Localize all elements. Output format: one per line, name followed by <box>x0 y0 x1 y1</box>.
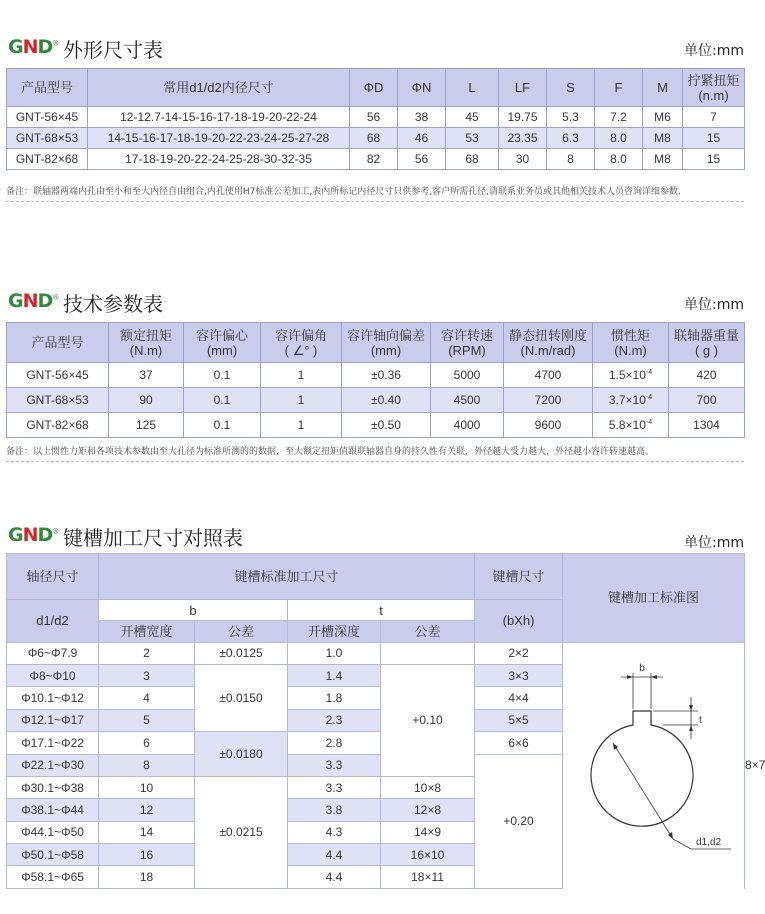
cell: 4700 <box>504 363 593 388</box>
cell: 18×11 <box>381 866 475 889</box>
cell: 1.4 <box>288 664 381 686</box>
cell: 68 <box>446 149 499 170</box>
keyway-diagram <box>563 643 745 883</box>
cell: GNT-68×53 <box>7 388 109 413</box>
dims-title: 外形尺寸表 <box>63 38 163 62</box>
dims-header: L <box>446 69 499 107</box>
cell: 10 <box>99 776 195 798</box>
cell: 23.35 <box>499 128 547 149</box>
keyway-table <box>6 553 765 889</box>
cell: 5×5 <box>475 709 563 731</box>
cell: 19.75 <box>499 107 547 128</box>
keyway-header-std: 键槽标准加工尺寸 <box>99 554 475 600</box>
cell: Φ22.1~Φ30 <box>7 754 99 776</box>
cell: 4 <box>99 687 195 709</box>
cell: 1 <box>261 413 342 438</box>
cell: 4500 <box>431 388 504 413</box>
tech-header: 容许偏心 (mm) <box>184 323 261 363</box>
tech-header: 容许偏角 ( ∠° ) <box>261 323 342 363</box>
cell: 0.1 <box>184 388 261 413</box>
keyway-header-width: 开槽宽度 <box>99 621 195 642</box>
dims-header: 产品型号 <box>7 69 88 107</box>
table-row <box>7 149 745 170</box>
cell: 12×8 <box>381 799 475 821</box>
cell: ±0.0180 <box>195 732 288 777</box>
cell: GNT-82×68 <box>7 413 109 438</box>
cell: 17-18-19-20-22-24-25-28-30-32-35 <box>88 149 350 170</box>
cell: 8.0 <box>595 128 643 149</box>
cell: $5.8\times 10^{-4}$ <box>593 413 669 438</box>
cell: 0.1 <box>184 413 261 438</box>
cell: 2.3 <box>288 709 381 731</box>
cell: 4000 <box>431 413 504 438</box>
cell: 2×2 <box>475 642 563 664</box>
cell: ±0.0215 <box>195 776 288 888</box>
cell: 3 <box>99 664 195 686</box>
cell: 1.8 <box>288 687 381 709</box>
cell: GNT-56×45 <box>7 363 109 388</box>
cell: 56 <box>350 107 398 128</box>
cell: 6.3 <box>547 128 595 149</box>
cell: 56 <box>398 149 446 170</box>
cell: 4.4 <box>288 866 381 889</box>
divider <box>6 461 744 462</box>
keyway-diagram-cell <box>563 642 745 888</box>
tech-title-row <box>0 286 750 316</box>
cell: 7.2 <box>595 107 643 128</box>
cell: 1 <box>261 363 342 388</box>
cell: 30 <box>499 149 547 170</box>
tech-table <box>6 322 745 438</box>
cell: Φ12.1~Φ17 <box>7 709 99 731</box>
cell: ±0.0125 <box>195 642 288 664</box>
table-row <box>7 107 745 128</box>
cell: 10×8 <box>381 776 475 798</box>
dims-header: 常用d1/d2内径尺寸 <box>88 69 350 107</box>
diagram-label-b: b <box>639 662 645 674</box>
keyway-title-row <box>0 520 750 550</box>
tech-header: 惯性矩 (N.m) <box>593 323 669 363</box>
cell: GNT-56×45 <box>7 107 88 128</box>
keyway-header-tol1: 公差 <box>195 621 288 642</box>
table-row <box>7 642 745 664</box>
cell: 45 <box>446 107 499 128</box>
cell: 37 <box>109 363 184 388</box>
cell: 1 <box>261 388 342 413</box>
keyway-header-diagram: 键槽加工标准图 <box>563 554 745 643</box>
cell: 16×10 <box>381 844 475 866</box>
divider <box>6 201 744 202</box>
cell: ±0.36 <box>342 363 431 388</box>
dims-header: S <box>547 69 595 107</box>
cell: ±0.40 <box>342 388 431 413</box>
dims-header-row <box>7 69 745 107</box>
cell: 18 <box>99 866 195 889</box>
cell: 3×3 <box>475 664 563 686</box>
cell: $1.5\times 10^{-4}$ <box>593 363 669 388</box>
cell: 16 <box>99 844 195 866</box>
cell: 8 <box>547 149 595 170</box>
cell: 4.4 <box>288 844 381 866</box>
diagram-label-t: t <box>699 714 702 726</box>
cell: 15 <box>683 149 745 170</box>
tech-title: 技术参数表 <box>63 292 163 316</box>
cell: 1.0 <box>288 642 381 664</box>
cell: 14 <box>99 821 195 843</box>
table-row <box>7 128 745 149</box>
diagram-label-d: d1,d2 <box>696 836 722 848</box>
cell: Φ17.1~Φ22 <box>7 732 99 754</box>
cell: 420 <box>669 363 745 388</box>
cell: 4.3 <box>288 821 381 843</box>
cell: Φ58.1~Φ65 <box>7 866 99 889</box>
keyway-header-t: t <box>288 599 475 620</box>
cell: GNT-68×53 <box>7 128 88 149</box>
gnd-logo: GND® <box>8 524 59 546</box>
cell: 700 <box>669 388 745 413</box>
tech-unit: 单位:mm <box>684 297 744 313</box>
cell: 82 <box>350 149 398 170</box>
cell: 3.3 <box>288 776 381 798</box>
tech-header: 静态扭转刚度 (N.m/rad) <box>504 323 593 363</box>
dims-note: 备注：联轴器两端内孔由至小和至大内径自由组合,内孔使用H7标准公差加工,表内所标记内径尺寸只供参考,客户所需孔径,请联系业务员或其他相关技术人员咨询详细参数. <box>6 187 681 197</box>
keyway-header-size: 键槽尺寸 <box>475 554 563 600</box>
table-row <box>7 363 745 388</box>
cell: 0.1 <box>184 363 261 388</box>
cell: 90 <box>109 388 184 413</box>
table-row <box>7 413 745 438</box>
cell: 8 <box>99 754 195 776</box>
keyway-header-d: d1/d2 <box>7 599 99 642</box>
tech-header: 容许转速 (RPM) <box>431 323 504 363</box>
cell: Φ38.1~Φ44 <box>7 799 99 821</box>
cell: 68 <box>350 128 398 149</box>
dims-header: LF <box>499 69 547 107</box>
cell: 15 <box>683 128 745 149</box>
tech-header: 产品型号 <box>7 323 109 363</box>
cell: Φ50.1~Φ58 <box>7 844 99 866</box>
cell: 3.3 <box>288 754 381 776</box>
cell: 5.3 <box>547 107 595 128</box>
cell: Φ8~Φ10 <box>7 664 99 686</box>
tech-header: 额定扭矩 (N.m) <box>109 323 184 363</box>
cell: 7 <box>683 107 745 128</box>
cell: 5000 <box>431 363 504 388</box>
cell: 2.8 <box>288 732 381 754</box>
cell: 6 <box>99 732 195 754</box>
gnd-logo: GND® <box>8 36 59 58</box>
shaft-bore-shape <box>591 711 693 826</box>
cell: M8 <box>643 149 683 170</box>
cell: 3.8 <box>288 799 381 821</box>
cell: M6 <box>643 107 683 128</box>
keyway-header-shaft: 轴径尺寸 <box>7 554 99 600</box>
cell: 12 <box>99 799 195 821</box>
cell: +0.20 <box>475 754 563 888</box>
tech-header: 联轴器重量 ( g ) <box>669 323 745 363</box>
cell: 4×4 <box>475 687 563 709</box>
cell <box>381 642 475 664</box>
dims-title-row <box>0 32 750 62</box>
cell: ±0.0150 <box>195 664 288 731</box>
dims-header: ΦD <box>350 69 398 107</box>
cell: 46 <box>398 128 446 149</box>
keyway-header-b: b <box>99 599 288 620</box>
cell: 125 <box>109 413 184 438</box>
keyway-header-bxh: (bXh) <box>475 599 563 642</box>
keyway-header-depth: 开槽深度 <box>288 621 381 642</box>
cell: +0.10 <box>381 664 475 776</box>
cell: 5 <box>99 709 195 731</box>
cell: 2 <box>99 642 195 664</box>
keyway-title: 键槽加工尺寸对照表 <box>63 526 243 550</box>
dims-unit: 单位:mm <box>684 43 744 59</box>
dims-header: F <box>595 69 643 107</box>
dims-table <box>6 68 745 170</box>
cell: 14-15-16-17-18-19-20-22-23-24-25-27-28 <box>88 128 350 149</box>
dims-header-torque: 拧紧扭矩 (n.m) <box>683 69 745 107</box>
cell: 7200 <box>504 388 593 413</box>
cell: $3.7\times 10^{-4}$ <box>593 388 669 413</box>
cell: 53 <box>446 128 499 149</box>
table-row <box>7 388 745 413</box>
cell: 6×6 <box>475 732 563 754</box>
cell: 1304 <box>669 413 745 438</box>
cell: Φ30.1~Φ38 <box>7 776 99 798</box>
cell: M8 <box>643 128 683 149</box>
dims-header: ΦN <box>398 69 446 107</box>
cell: ±0.50 <box>342 413 431 438</box>
keyway-unit: 单位:mm <box>684 535 744 551</box>
dims-header: M <box>643 69 683 107</box>
cell: 9600 <box>504 413 593 438</box>
cell: 8.0 <box>595 149 643 170</box>
cell: 12-12.7-14-15-16-17-18-19-20-22-24 <box>88 107 350 128</box>
tech-header-row <box>7 323 745 363</box>
cell: Φ6~Φ7.9 <box>7 642 99 664</box>
cell: 14×9 <box>381 821 475 843</box>
gnd-logo: GND® <box>8 290 59 312</box>
table-row: Φ22.1~Φ30 8 3.3 +0.20 8×7 <box>7 754 745 776</box>
keyway-header-tol2: 公差 <box>381 621 475 642</box>
cell: Φ10.1~Φ12 <box>7 687 99 709</box>
cell: 38 <box>398 107 446 128</box>
tech-header: 容许轴向偏差 (mm) <box>342 323 431 363</box>
keyway-header-row-1 <box>7 554 745 600</box>
tech-note: 备注：以上惯性力矩和各项技术参数由至大孔径为标准所测的的数据，至大额定扭矩值跟联轴器自身的持久性有关联，外径越大受力越大，外径越小容许转速越高。 <box>6 447 655 457</box>
cell: GNT-82×68 <box>7 149 88 170</box>
cell: Φ44.1~Φ50 <box>7 821 99 843</box>
